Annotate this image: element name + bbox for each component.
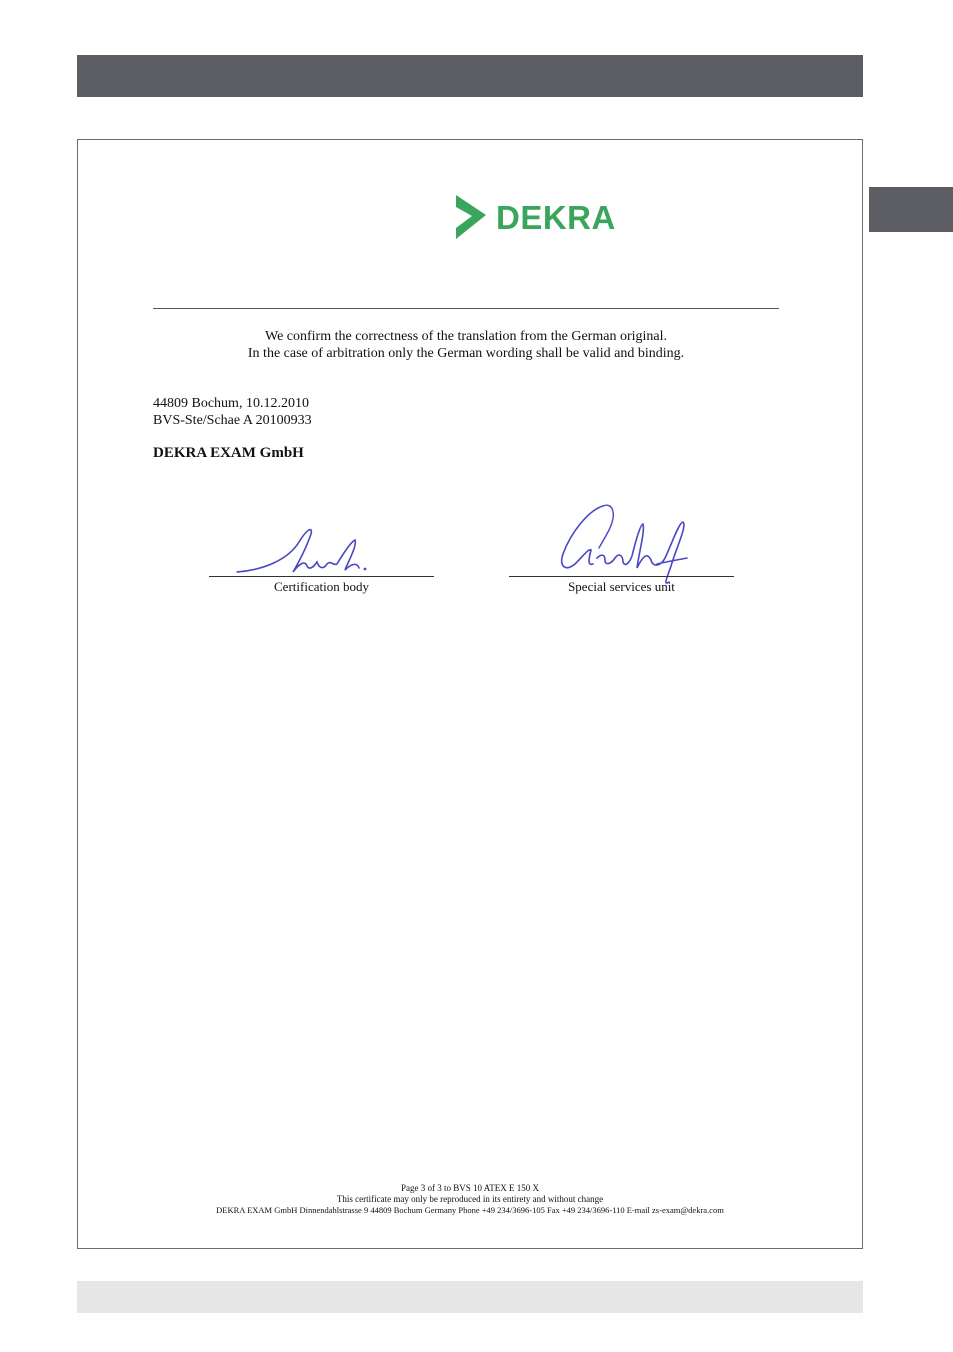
logo-text: DEKRA xyxy=(496,198,616,236)
certificate-page xyxy=(77,139,863,1249)
certificate-footer xyxy=(118,1183,822,1216)
signature-certification xyxy=(233,520,373,578)
confirmation-line-1: We confirm the correctness of the translation from the German original. xyxy=(264,329,667,344)
signature-caption-special-services: Special services unit xyxy=(568,579,675,594)
reference-number: BVS-Ste/Schae A 20100933 xyxy=(153,413,312,428)
signature-line-special-services xyxy=(509,576,734,577)
footer-address: DEKRA EXAM GmbH Dinnendahlstrasse 9 44809 Bochum Germany Phone +49 234/3696-105 Fax +49 234/3696-110 E-mail zs-exam@dekra.com xyxy=(216,1205,724,1215)
signature-line-certification xyxy=(209,576,434,577)
signature-special-services xyxy=(553,502,693,586)
footer-page-line: Page 3 of 3 to BVS 10 ATEX E 150 X xyxy=(401,1183,539,1193)
signature-caption-certification: Certification body xyxy=(274,579,369,594)
company-name: DEKRA EXAM GmbH xyxy=(153,445,304,461)
header-band xyxy=(77,55,863,97)
confirmation-line-2: In the case of arbitration only the German wording shall be valid and binding. xyxy=(247,346,685,361)
translation-confirmation xyxy=(153,328,779,362)
footer-notice: This certificate may only be reproduced in its entirety and without change xyxy=(336,1194,604,1204)
divider-rule xyxy=(153,308,779,309)
side-tab-marker xyxy=(869,187,953,232)
dekra-arrow-icon xyxy=(452,195,488,239)
footer-band xyxy=(77,1281,863,1313)
place-date: 44809 Bochum, 10.12.2010 xyxy=(153,396,309,411)
dekra-logo xyxy=(452,195,616,239)
